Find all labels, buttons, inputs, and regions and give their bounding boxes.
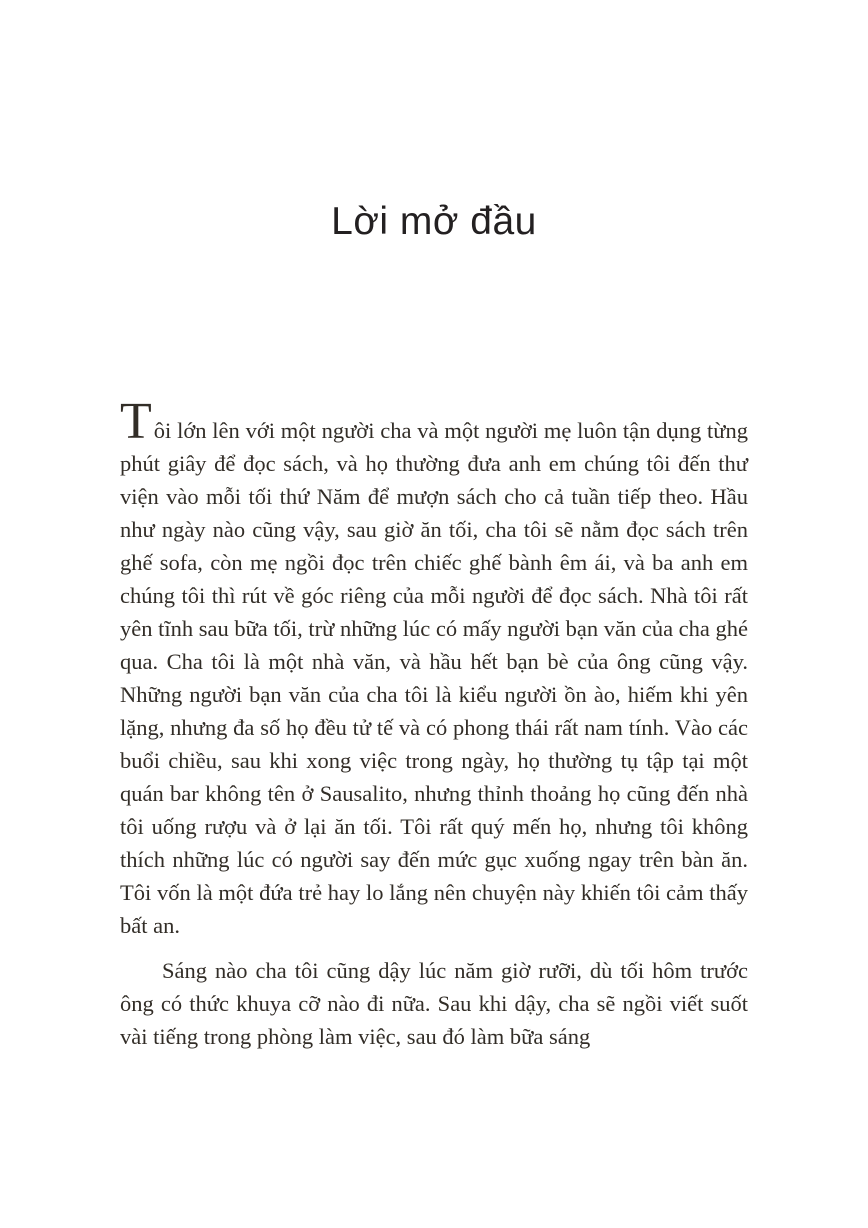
body-text [120, 393, 749, 1053]
chapter-title: Lời mở đầu [331, 200, 537, 243]
paragraph-2: Sáng nào cha tôi cũng dậy lúc năm giờ rưỡi, dù tối hôm trước ông có thức khuya cỡ nào đi nữa. Sau khi dậy, cha sẽ ngồi viết suốt vài tiếng trong phòng làm việc, sau đó làm bữa sáng [120, 958, 748, 1049]
initial-cap: T [120, 393, 152, 450]
paragraph-1-text: ôi lớn lên với một người cha và một người mẹ luôn tận dụng từng phút giây để đọc sách, và họ thường đưa anh em chúng tôi đến thư viện vào mỗi tối thứ Năm để mượn sách cho cả tuần tiếp theo. Hầu như ngày nào cũng vậy, sau giờ ăn tối, cha tôi sẽ nằm đọc sách trên ghế sofa, còn mẹ ngồi đọc trên chiếc ghế bành êm ái, và ba anh em chúng tôi thì rút về góc riêng của mỗi người để đọc sách. Nhà tôi rất yên tĩnh sau bữa tối, trừ những lúc có mấy người bạn văn của cha ghé qua. Cha tôi là một nhà văn, và hầu hết bạn bè của ông cũng vậy. Những người bạn văn của cha tôi là kiểu người ồn ào, hiếm khi yên lặng, nhưng đa số họ đều tử tế và có phong thái rất nam tính. Vào các buổi chiều, sau khi xong việc trong ngày, họ thường tụ tập tại một quán bar không tên ở Sausalito, nhưng thỉnh thoảng họ cũng đến nhà tôi uống rượu và ở lại ăn tối. Tôi rất quý mến họ, nhưng tôi không thích những lúc có người say đến mức gục xuống ngay trên bàn ăn. Tôi vốn là một đứa trẻ hay lo lắng nên chuyện này khiến tôi cảm thấy bất an. [120, 418, 749, 938]
paragraph-1 [120, 393, 749, 942]
